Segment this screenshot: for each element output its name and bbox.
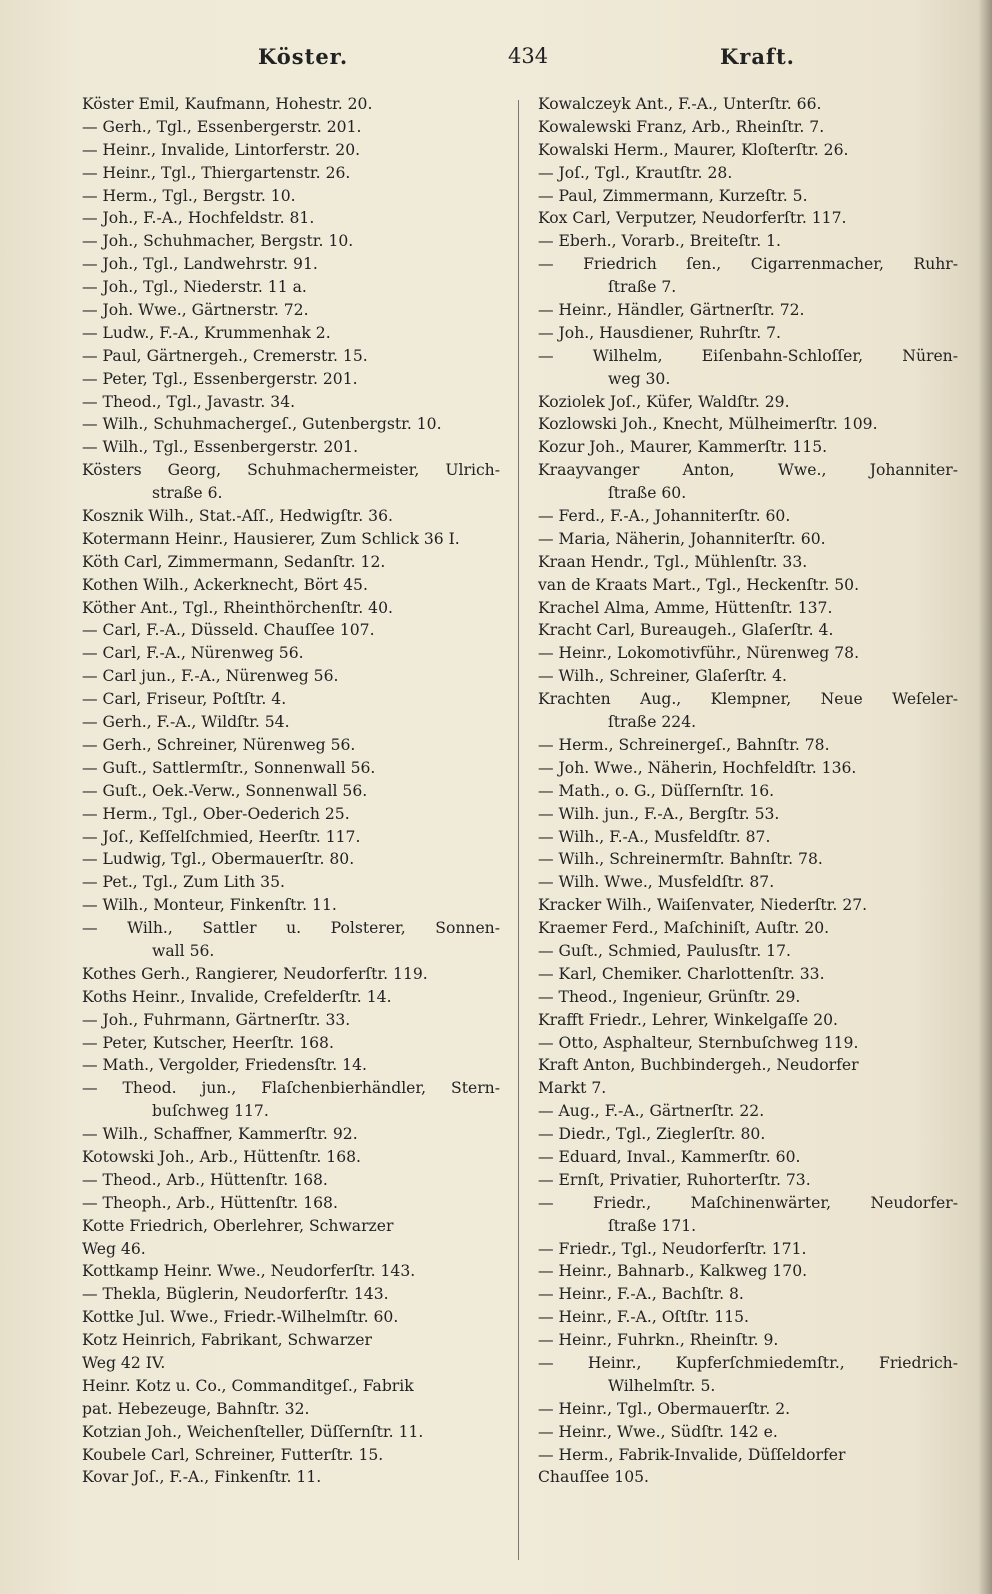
directory-line: Kowalewski Franz, Arb., Rheinſtr. 7. (538, 117, 825, 136)
directory-line: ſtraße 224. (608, 713, 697, 732)
directory-line: — Theod. jun., Flaſchenbierhändler, Stern- (82, 1079, 500, 1098)
directory-line: Kottke Jul. Wwe., Friedr.-Wilhelmſtr. 60. (82, 1308, 399, 1327)
directory-line: — Wilh., Schuhmachergeſ., Gutenbergstr. 10. (82, 415, 442, 434)
directory-line: — Carl, F.-A., Düsseld. Chauſſee 107. (82, 621, 375, 640)
directory-line: — Guſt., Schmied, Paulusſtr. 17. (538, 941, 791, 960)
directory-line: — Theod., Arb., Hüttenſtr. 168. (82, 1170, 328, 1189)
directory-line: — Ludw., F.-A., Krummenhak 2. (82, 323, 331, 342)
directory-line: wall 56. (152, 941, 215, 960)
directory-line: — Joſ., Tgl., Krautſtr. 28. (538, 163, 733, 182)
directory-line: Kox Carl, Verputzer, Neudorferſtr. 117. (538, 209, 847, 228)
directory-line: Koths Heinr., Invalide, Crefelderſtr. 14. (82, 987, 392, 1006)
directory-line: pat. Hebezeuge, Bahnſtr. 32. (82, 1399, 310, 1418)
directory-line: Wilhelmſtr. 5. (608, 1376, 716, 1395)
directory-line: — Eduard, Inval., Kammerſtr. 60. (538, 1147, 801, 1166)
directory-line: ſtraße 171. (608, 1216, 697, 1235)
directory-line: Kracht Carl, Bureaugeh., Glaſerſtr. 4. (538, 621, 834, 640)
header-right-keyword: Kraft. (720, 44, 795, 69)
directory-line: — Heinr., Tgl., Thiergartenstr. 26. (82, 163, 351, 182)
directory-line: — Wilh., Tgl., Essenbergerstr. 201. (82, 438, 359, 457)
directory-line: — Heinr., F.-A., Bachſtr. 8. (538, 1285, 744, 1304)
directory-line: — Joh., Schuhmacher, Bergstr. 10. (82, 232, 354, 251)
directory-line: Krachel Alma, Amme, Hüttenſtr. 137. (538, 598, 833, 617)
directory-line: Weg 46. (82, 1239, 146, 1258)
directory-line: — Wilh. Wwe., Musfeldſtr. 87. (538, 873, 775, 892)
directory-line: Kraemer Ferd., Maſchiniſt, Auſtr. 20. (538, 919, 830, 938)
directory-line: Köster Emil, Kaufmann, Hohestr. 20. (82, 95, 373, 113)
directory-line: Kottkamp Heinr. Wwe., Neudorferſtr. 143. (82, 1262, 416, 1281)
directory-line: — Joh. Wwe., Näherin, Hochfeldſtr. 136. (538, 758, 857, 777)
directory-line: Krafft Friedr., Lehrer, Winkelgaſſe 20. (538, 1010, 839, 1029)
directory-line: — Theoph., Arb., Hüttenſtr. 168. (82, 1193, 338, 1212)
left-column (82, 93, 500, 1489)
directory-line: — Carl jun., F.-A., Nürenweg 56. (82, 667, 339, 686)
directory-line: — Gerh., F.-A., Wildſtr. 54. (82, 713, 290, 732)
directory-line: weg 30. (608, 369, 671, 388)
directory-line: — Joſ., Keſſelſchmied, Heerſtr. 117. (82, 827, 361, 846)
directory-line: — Eberh., Vorarb., Breiteſtr. 1. (538, 232, 781, 251)
page-number: 434 (508, 44, 549, 68)
directory-line: — Friedr., Tgl., Neudorferſtr. 171. (538, 1239, 807, 1258)
directory-line: Kotte Friedrich, Oberlehrer, Schwarzer (82, 1216, 394, 1235)
directory-line: — Joh., Tgl., Niederstr. 11 a. (82, 278, 307, 297)
directory-line: — Math., Vergolder, Friedensſtr. 14. (82, 1056, 367, 1075)
directory-line: Weg 42 IV. (82, 1353, 166, 1372)
directory-line: Heinr. Kotz u. Co., Commanditgeſ., Fabrik (82, 1376, 414, 1395)
directory-line: — Ludwig, Tgl., Obermauerſtr. 80. (82, 850, 355, 869)
directory-line: buſchweg 117. (152, 1102, 269, 1121)
directory-line: — Heinr., Bahnarb., Kalkweg 170. (538, 1262, 808, 1281)
directory-line: Krachten Aug., Klempner, Neue Weſeler- (538, 690, 958, 709)
directory-line: — Friedr., Maſchinenwärter, Neudorfer- (538, 1193, 958, 1212)
directory-line: Kosznik Wilh., Stat.-Aſſ., Hedwigſtr. 36. (82, 507, 393, 526)
directory-line: — Joh., F.-A., Hochfeldstr. 81. (82, 209, 315, 228)
directory-line: — Theod., Tgl., Javastr. 34. (82, 392, 296, 411)
directory-line: — Wilh., Schreinermſtr. Bahnſtr. 78. (538, 850, 823, 869)
directory-line: — Joh., Hausdiener, Ruhrſtr. 7. (538, 323, 782, 342)
directory-line: Köther Ant., Tgl., Rheinthörchenſtr. 40. (82, 598, 393, 617)
directory-line: — Herm., Tgl., Bergstr. 10. (82, 186, 296, 205)
directory-line: Kowalczeyk Ant., F.-A., Unterſtr. 66. (538, 95, 822, 113)
directory-line: — Wilh., Sattler u. Polsterer, Sonnen- (82, 919, 500, 938)
directory-line: — Wilh., Schreiner, Glaſerſtr. 4. (538, 667, 788, 686)
directory-line: — Paul, Zimmermann, Kurzeſtr. 5. (538, 186, 808, 205)
directory-line: — Ernſt, Privatier, Ruhorterſtr. 73. (538, 1170, 811, 1189)
directory-line: — Heinr., Kupferſchmiedemſtr., Friedrich- (538, 1353, 958, 1372)
right-column (538, 93, 958, 1489)
directory-line: Kösters Georg, Schuhmachermeister, Ulrich- (82, 461, 500, 480)
directory-line: — Gerh., Schreiner, Nürenweg 56. (82, 735, 356, 754)
directory-line: — Pet., Tgl., Zum Lith 35. (82, 873, 285, 892)
directory-line: — Heinr., Händler, Gärtnerſtr. 72. (538, 301, 805, 320)
directory-line: — Heinr., F.-A., Oſtſtr. 115. (538, 1308, 750, 1327)
directory-line: — Aug., F.-A., Gärtnerſtr. 22. (538, 1102, 765, 1121)
directory-line: — Paul, Gärtnergeh., Cremerstr. 15. (82, 346, 368, 365)
directory-line: straße 6. (152, 484, 223, 503)
directory-line: — Guſt., Oek.-Verw., Sonnenwall 56. (82, 781, 368, 800)
directory-line: — Theod., Ingenieur, Grünſtr. 29. (538, 987, 801, 1006)
directory-line: Kovar Joſ., F.-A., Finkenſtr. 11. (82, 1468, 322, 1487)
directory-line: — Peter, Kutscher, Heerſtr. 168. (82, 1033, 334, 1052)
directory-line: Kracker Wilh., Waiſenvater, Niederſtr. 27. (538, 896, 868, 915)
directory-line: Chauſſee 105. (538, 1468, 649, 1487)
directory-line: — Wilh., F.-A., Musfeldſtr. 87. (538, 827, 771, 846)
directory-line: Kothes Gerh., Rangierer, Neudorferſtr. 119. (82, 964, 428, 983)
directory-line: — Heinr., Fuhrkn., Rheinſtr. 9. (538, 1331, 779, 1350)
directory-line: van de Kraats Mart., Tgl., Heckenſtr. 50. (538, 575, 860, 594)
directory-line: Kraft Anton, Buchbindergeh., Neudorfer (538, 1056, 859, 1075)
directory-line: Kowalski Herm., Maurer, Kloſterſtr. 26. (538, 140, 849, 159)
directory-line: Kozur Joh., Maurer, Kammerſtr. 115. (538, 438, 828, 457)
directory-line: Koubele Carl, Schreiner, Futterſtr. 15. (82, 1445, 384, 1464)
directory-line: — Joh., Tgl., Landwehrstr. 91. (82, 255, 318, 274)
directory-line: — Wilhelm, Eiſenbahn-Schloſſer, Nüren- (538, 346, 958, 365)
directory-line: Koziolek Joſ., Küfer, Waldſtr. 29. (538, 392, 790, 411)
directory-line: Kotermann Heinr., Hausierer, Zum Schlick 36 I. (82, 529, 460, 548)
directory-line: Kotz Heinrich, Fabrikant, Schwarzer (82, 1331, 372, 1350)
directory-line: — Diedr., Tgl., Zieglerſtr. 80. (538, 1125, 766, 1144)
directory-line: — Maria, Näherin, Johanniterſtr. 60. (538, 529, 826, 548)
column-divider (518, 100, 519, 1560)
directory-line: Kraan Hendr., Tgl., Mühlenſtr. 33. (538, 552, 808, 571)
directory-line: — Joh. Wwe., Gärtnerstr. 72. (82, 301, 309, 320)
directory-line: — Heinr., Wwe., Südſtr. 142 e. (538, 1422, 778, 1441)
directory-line: — Herm., Schreinergeſ., Bahnſtr. 78. (538, 735, 830, 754)
directory-line: — Wilh. jun., F.-A., Bergſtr. 53. (538, 804, 780, 823)
page-header (0, 44, 992, 74)
directory-line: — Ferd., F.-A., Johanniterſtr. 60. (538, 507, 791, 526)
directory-line: — Heinr., Tgl., Obermauerſtr. 2. (538, 1399, 791, 1418)
page-edge-shadow (978, 0, 992, 1594)
directory-line: — Thekla, Büglerin, Neudorferſtr. 143. (82, 1285, 389, 1304)
directory-line: Markt 7. (538, 1079, 607, 1098)
directory-line: Kothen Wilh., Ackerknecht, Bört 45. (82, 575, 368, 594)
directory-line: — Otto, Asphalteur, Sternbuſchweg 119. (538, 1033, 859, 1052)
directory-line: — Wilh., Schaffner, Kammerſtr. 92. (82, 1125, 358, 1144)
directory-line: — Carl, Friseur, Poſtſtr. 4. (82, 690, 287, 709)
directory-line: — Carl, F.-A., Nürenweg 56. (82, 644, 304, 663)
directory-line: — Heinr., Lokomotivführ., Nürenweg 78. (538, 644, 860, 663)
directory-line: — Friedrich ſen., Cigarrenmacher, Ruhr- (538, 255, 958, 274)
header-left-keyword: Köster. (258, 44, 349, 69)
directory-line: ſtraße 7. (608, 278, 677, 297)
directory-line: Kraayvanger Anton, Wwe., Johanniter- (538, 461, 958, 480)
directory-line: ſtraße 60. (608, 484, 687, 503)
directory-line: — Karl, Chemiker. Charlottenſtr. 33. (538, 964, 825, 983)
directory-line: Köth Carl, Zimmermann, Sedanſtr. 12. (82, 552, 386, 571)
directory-line: — Gerh., Tgl., Essenbergerstr. 201. (82, 117, 362, 136)
directory-line: Kotowski Joh., Arb., Hüttenſtr. 168. (82, 1147, 361, 1166)
directory-line: — Math., o. G., Düſſernſtr. 16. (538, 781, 775, 800)
directory-line: — Wilh., Monteur, Finkenſtr. 11. (82, 896, 337, 915)
directory-line: — Herm., Fabrik-Invalide, Düſſeldorfer (538, 1445, 846, 1464)
directory-line: Kozlowski Joh., Knecht, Mülheimerſtr. 109. (538, 415, 878, 434)
directory-line: — Heinr., Invalide, Lintorferstr. 20. (82, 140, 361, 159)
directory-line: — Joh., Fuhrmann, Gärtnerſtr. 33. (82, 1010, 351, 1029)
directory-line: Kotzian Joh., Weichenſteller, Düſſernſtr. 11. (82, 1422, 424, 1441)
directory-line: — Herm., Tgl., Ober-Oederich 25. (82, 804, 350, 823)
directory-line: — Peter, Tgl., Essenbergerstr. 201. (82, 369, 358, 388)
directory-line: — Guſt., Sattlermſtr., Sonnenwall 56. (82, 758, 376, 777)
